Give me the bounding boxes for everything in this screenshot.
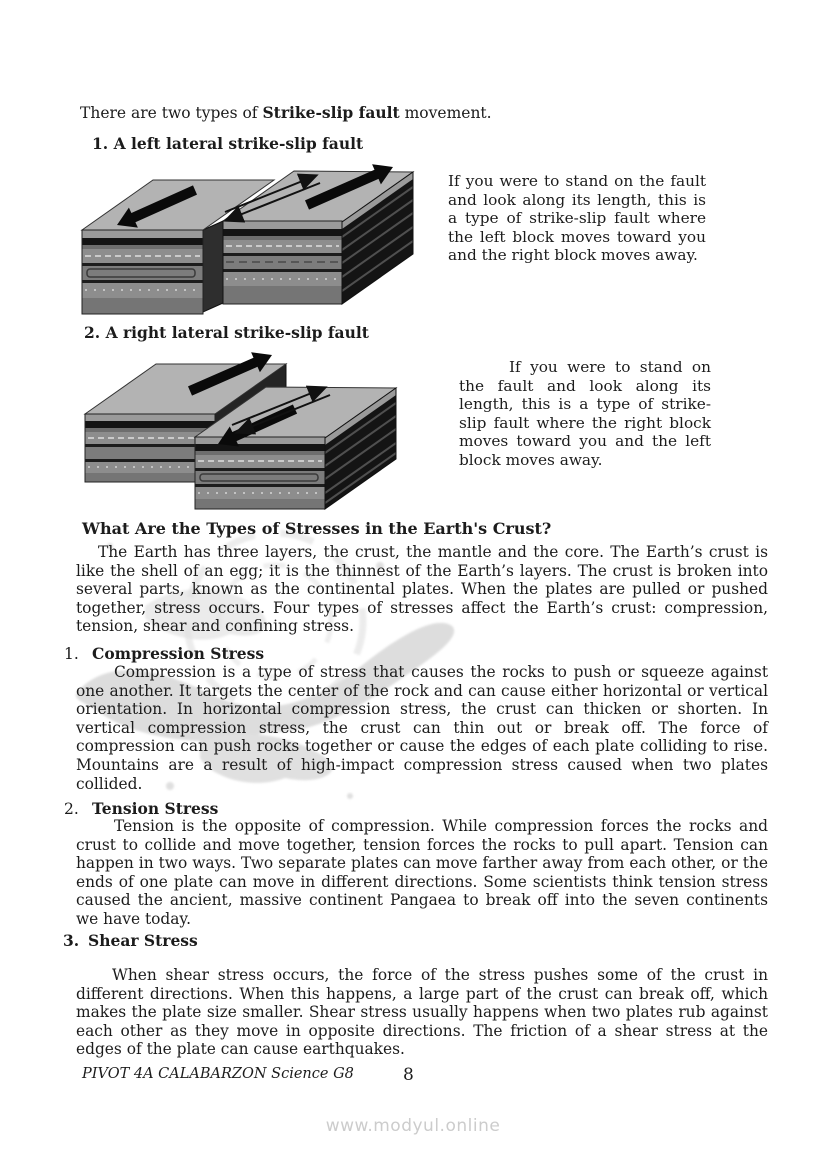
- item-title: Shear Stress: [88, 931, 198, 950]
- right-lateral-fault-diagram: [80, 349, 475, 517]
- section-heading: What Are the Types of Stresses in the Earth's Crust?: [82, 519, 552, 538]
- item-heading-shear: [63, 931, 198, 950]
- intro-text-suffix: movement.: [399, 104, 492, 122]
- item-number: 2.: [64, 800, 79, 818]
- figure2-heading: 2. A right lateral strike-slip fault: [84, 323, 369, 342]
- site-watermark: www.modyul.online: [325, 1116, 501, 1136]
- intro-line: [80, 103, 492, 122]
- item-number: 1.: [64, 645, 79, 663]
- figure2-caption: If you were to stand on the fault and look along its length, this is a type of strike-slip fault where the right block moves toward you and the left block moves away.: [459, 358, 711, 469]
- figure1-heading: 1. A left lateral strike-slip fault: [92, 134, 364, 153]
- shear-paragraph: When shear stress occurs, the force of the stress pushes some of the crust in different directions. When this happens, a large part of the crust can break off, which makes the plate size smaller. Shear stress usually happens when two plates rub against each other as they move in opposite directions. The friction of a shear stress at the edges of the plate can cause earthquakes.: [76, 966, 768, 1059]
- page-number: 8: [403, 1065, 414, 1085]
- stress-intro-paragraph: The Earth has three layers, the crust, the mantle and the core. The Earth’s crust is like the shell of an egg; it is the thinnest of the Earth’s layers. The crust is broken into several parts, known as the continental plates. When the plates are pulled or pushed together, stress occurs. Four types of stresses affect the Earth’s crust: compression, tension, shear and confining stress.: [76, 543, 768, 636]
- compression-paragraph: Compression is a type of stress that causes the rocks to push or squeeze against one another. It targets the center of the rock and can cause either horizontal or vertical orientation. In horizontal compression stress, the crust can thicken or shorten. In vertical compression stress, the crust can thin out or break off. The force of compression can push rocks together or cause the edges of each plate colliding to rise. Mountains are a result of high-impact compression stress caused when two plates collided.: [76, 663, 768, 793]
- intro-bold-term: Strike-slip fault: [262, 103, 400, 122]
- item-title: Tension Stress: [92, 799, 219, 818]
- item-title: Compression Stress: [92, 644, 265, 663]
- tension-paragraph: Tension is the opposite of compression. While compression forces the rocks and crust to collide and move together, tension forces the rocks to pull apart. Tension can happen in two ways. Two separate plates can move farther away from each other, or the ends of one plate can move in different directions. Some scientists think tension stress caused the ancient, massive continent Pangaea to break off into the seven continents we have today.: [76, 817, 768, 928]
- footer-text: PIVOT 4A CALABARZON Science G8: [82, 1066, 354, 1082]
- figure1-caption: If you were to stand on the fault and look along its length, this is a type of strike-slip fault where the left block moves toward you and the right block moves away.: [448, 172, 706, 264]
- item-heading-tension: [64, 799, 218, 818]
- item-number: 3.: [63, 931, 80, 950]
- left-lateral-fault-diagram: [75, 157, 440, 319]
- item-heading-compression: [64, 644, 264, 663]
- intro-text-prefix: There are two types of: [80, 104, 263, 122]
